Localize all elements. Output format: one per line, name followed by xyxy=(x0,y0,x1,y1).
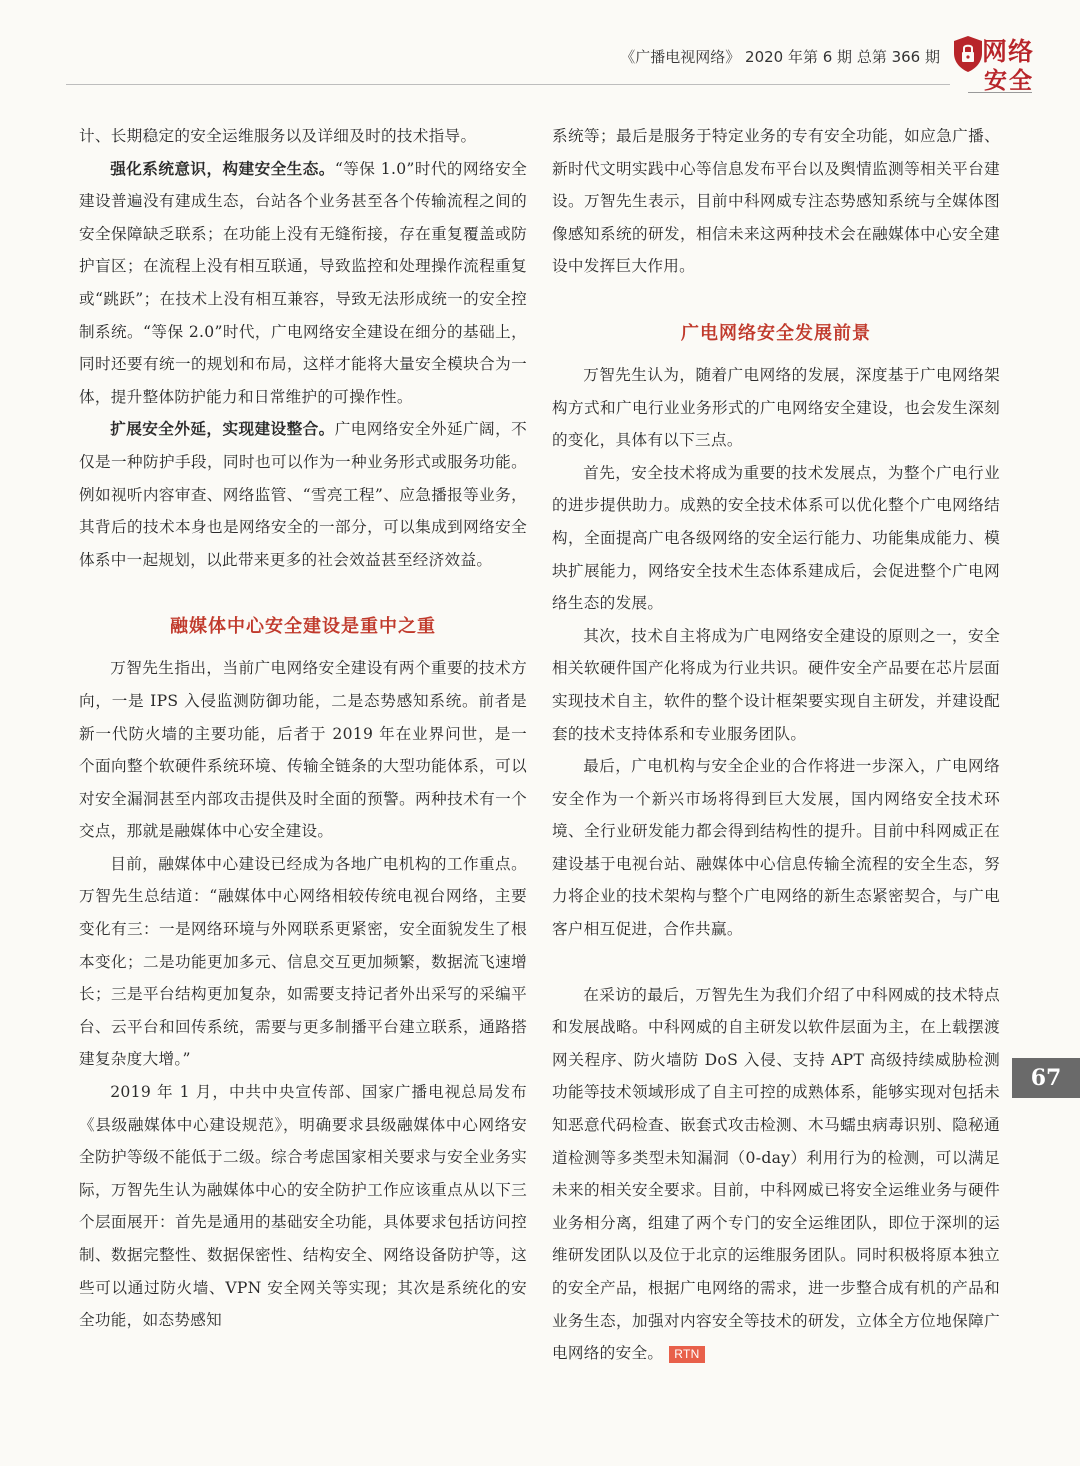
logo-underline xyxy=(968,92,1032,93)
paragraph-body: “等保 1.0”时代的网络安全建设普遍没有建成生态，台站各个业务甚至各个传输流程之间的安全保障缺乏联系；在功能上没有无缝衔接，存在重复覆盖或防护盲区；在流程上没有相互联通，导致监控和处理操作流程重复或“跳跃”；在技术上没有相互兼容，导致无法形成统一的安全控制系统。“等保 2.0”时代，广电网络安全建设在细分的基础上，同时还要有统一的规划和布局，这样才能将大量安全模块合为一体，提升整体防护能力和日常维护的可操作性。 xyxy=(79,159,528,406)
logo-text-line1: 网络 xyxy=(982,37,1035,66)
paragraph: 最后，广电机构与安全企业的合作将进一步深入，广电网络安全作为一个新兴市场将得到巨大发展，国内网络安全技术环境、全行业研发能力都会得到结构性的提升。目前中科网威正在建设基于电视台站、融媒体中心信息传输全流程的安全生态，努力将企业的技术架构与整个广电网络的新生态紧密契合，与广电客户相互促进，合作共赢。 xyxy=(552,757,1000,939)
paragraph xyxy=(79,153,527,414)
paragraph: 系统等；最后是服务于特定业务的专有安全功能，如应急广播、新时代文明实践中心等信息发布平台以及舆情监测等相关平台建设。万智先生表示，目前中科网威专注态势感知系统与全媒体图像感知系统的研发，相信未来这两种技术会在融媒体中心安全建设中发挥巨大作用。 xyxy=(552,127,1000,276)
left-column xyxy=(79,120,527,1337)
paragraph: 首先，安全技术将成为重要的技术发展点，为整个广电行业的进步提供助力。成熟的安全技术体系可以优化整个广电网络结构，全面提高广电各级网络的安全运行能力、功能集成能力、模块扩展能力，网络安全技术生态体系建成后，会促进整个广电网络生态的发展。 xyxy=(552,463,1000,613)
paragraph: 万智先生指出，当前广电网络安全建设有两个重要的技术方向，一是 IPS 入侵监测防御功能，二是态势感知系统。前者是新一代防火墙的主要功能，后者于 2019 年在业界问世，是一个面向整个软硬件系统环境、传输全链条的大型功能体系，可以对安全漏洞甚至内部攻击提供及时全面的预警。两种技术有一个交点，那就是融媒体中心安全建设。 xyxy=(79,659,527,841)
right-column xyxy=(552,120,1000,1370)
section-heading: 广电网络安全发展前景 xyxy=(681,322,871,344)
header-divider xyxy=(66,84,950,85)
logo-text-line2: 安全 xyxy=(984,67,1034,94)
section-heading: 融媒体中心安全建设是重中之重 xyxy=(170,616,436,638)
paragraph xyxy=(552,979,1000,1370)
paragraph: 万智先生认为，随着广电网络的发展，深度基于广电网络架构方式和广电行业业务形式的广电网络安全建设，也会发生深刻的变化，具体有以下三点。 xyxy=(552,365,1000,450)
journal-info: 《广播电视网络》 2020 年第 6 期 总第 366 期 xyxy=(620,48,940,66)
paragraph-lead: 扩展安全外延，实现建设整合。 xyxy=(110,420,335,439)
page-header xyxy=(0,0,1080,100)
rtn-end-badge: RTN xyxy=(669,1346,704,1363)
paragraph-body: 广电网络安全外延广阔，不仅是一种防护手段，同时也可以作为一种业务形式或服务功能。例如视听内容审查、网络监管、“雪亮工程”、应急播报等业务，其背后的技术本身也是网络安全的一部分，可以集成到网络安全体系中一起规划，以此带来更多的社会效益甚至经济效益。 xyxy=(79,420,527,569)
page-number: 67 xyxy=(1012,1058,1080,1098)
paragraph xyxy=(79,413,527,576)
paragraph: 目前，融媒体中心建设已经成为各地广电机构的工作重点。万智先生总结道：“融媒体中心网络相较传统电视台网络，主要变化有三：一是网络环境与外网联系更紧密，安全面貌发生了根本变化；二是功能更加多元、信息交互更加频繁，数据流飞速增长；三是平台结构更加复杂，如需要支持记者外出采写的采编平台、云平台和回传系统，需要与更多制播平台建立联系，通路搭建复杂度大增。” xyxy=(79,854,527,1069)
paragraph: 其次，技术自主将成为广电网络安全建设的原则之一，安全相关软硬件国产化将成为行业共识。硬件安全产品要在芯片层面实现技术自主，软件的整个设计框架要实现自主研发，并建设配套的技术支持体系和专业服务团队。 xyxy=(552,626,1000,743)
shield-lock-icon xyxy=(951,34,985,74)
paragraph: 计、长期稳定的安全运维服务以及详细及时的技术指导。 xyxy=(79,127,477,145)
paragraph: 2019 年 1 月，中共中央宣传部、国家广播电视总局发布《县级融媒体中心建设规范》，明确要求县级融媒体中心网络安全防护等级不能低于二级。综合考虑国家相关要求与安全业务实际，万智先生认为融媒体中心的安全防护工作应该重点从以下三个层面展开：首先是通用的基础安全功能，具体要求包括访问控制、数据完整性、数据保密性、结构安全、网络设备防护等，这些可以通过防火墙、VPN 安全网关等实现；其次是系统化的安全功能，如态势感知 xyxy=(79,1083,527,1330)
paragraph-body: 在采访的最后，万智先生为我们介绍了中科网威的技术特点和发展战略。中科网威的自主研发以软件层面为主，在上载摆渡网关程序、防火墙防 DoS 入侵、支持 APT 高级持续威胁检测功能等技术领域形成了自主可控的成熟体系，能够实现对包括未知恶意代码检查、嵌套式攻击检测、木马蠕虫病毒识别、隐秘通道检测等多类型未知漏洞（0-day）利用行为的检测，可以满足未来的相关安全要求。目前，中科网威已将安全运维业务与硬件业务相分离，组建了两个专门的安全运维团队，即位于深圳的运维研发团队以及位于北京的运维服务团队。同时积极将原本独立的安全产品，根据广电网络的需求，进一步整合成有机的产品和业务生态，加强对内容安全等技术的研发，立体全方位地保障广电网络的安全。 xyxy=(552,985,1000,1363)
paragraph-lead: 强化系统意识，构建安全生态。 xyxy=(110,159,335,178)
